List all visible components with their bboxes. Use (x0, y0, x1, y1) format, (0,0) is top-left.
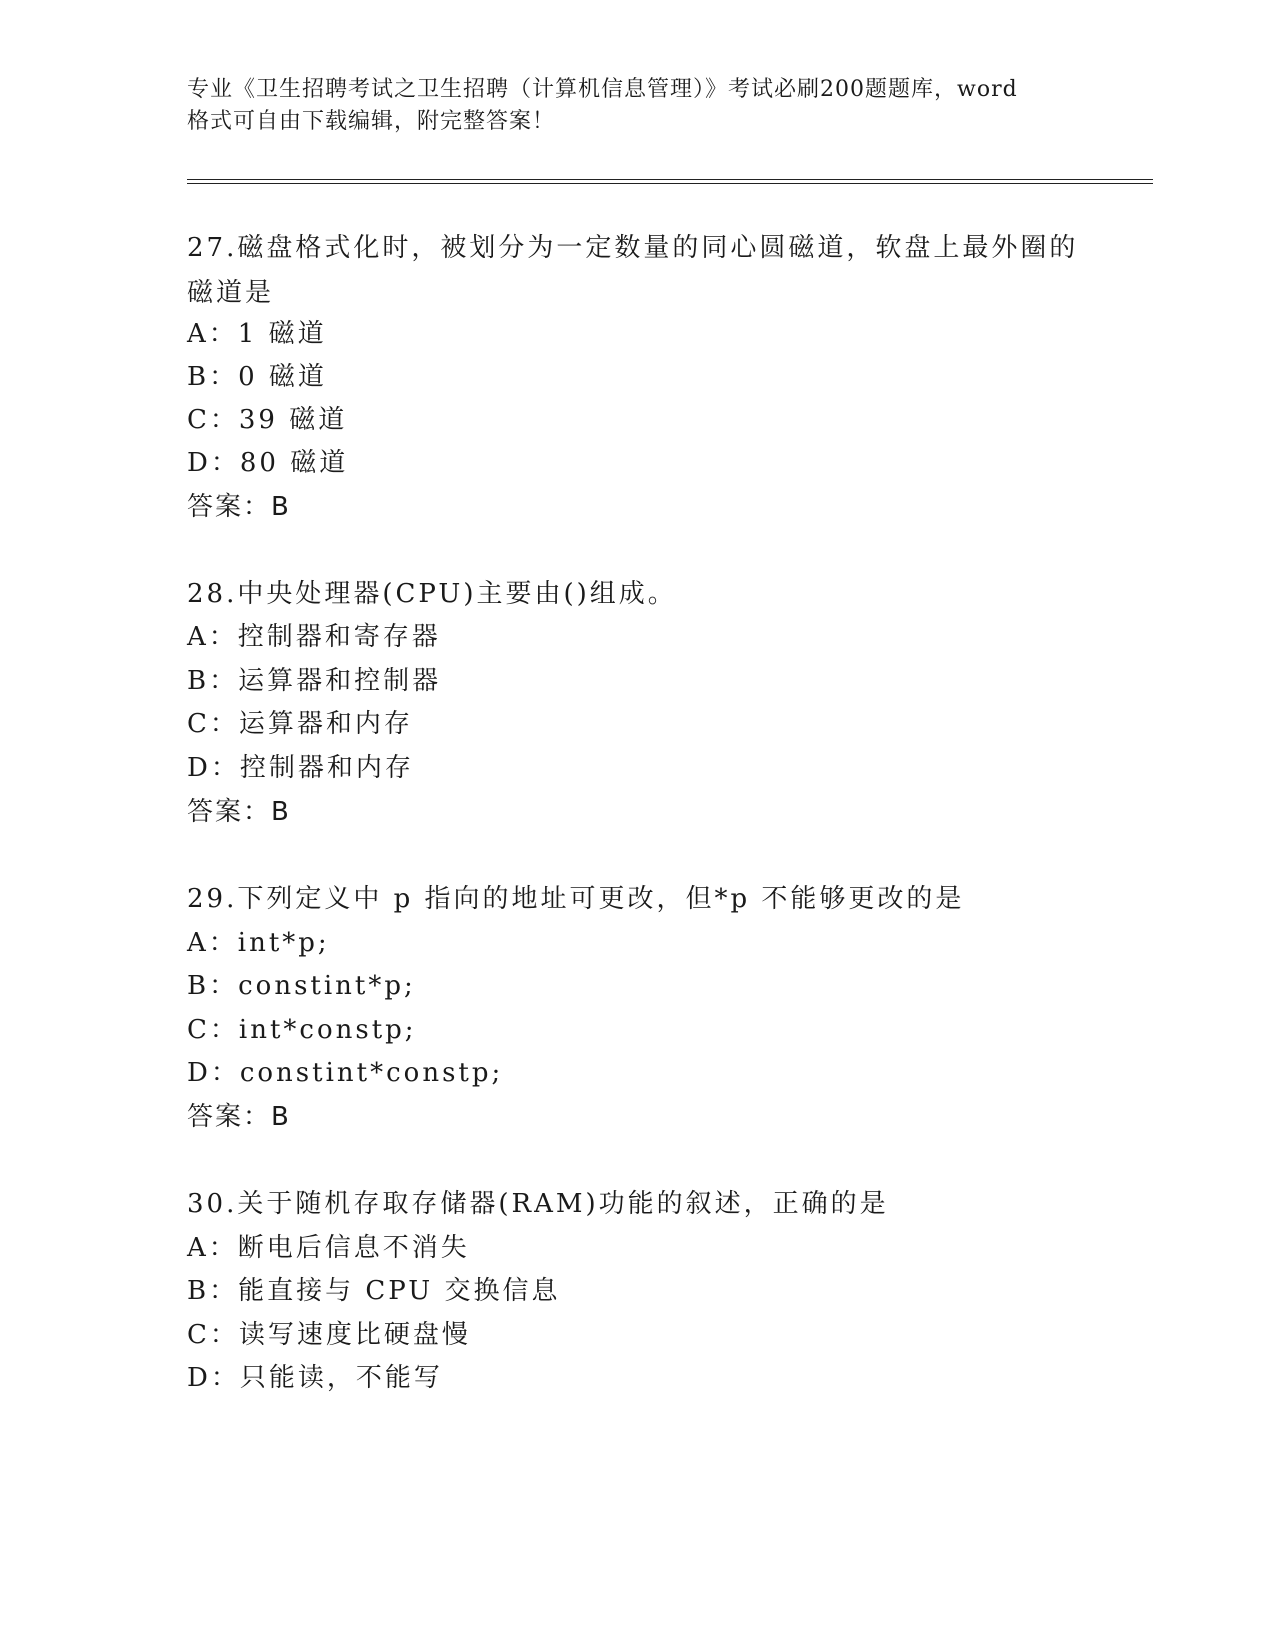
question-27-answer: 答案：B (187, 492, 291, 522)
question-27-option-c: C：39 磁道 (187, 405, 348, 435)
question-28-option-c: C：运算器和内存 (187, 709, 413, 739)
question-28-stem: 28.中央处理器(CPU)主要由()组成。 (187, 579, 677, 609)
header-line-1: 专业《卫生招聘考试之卫生招聘（计算机信息管理）》考试必刷200题题库，word (187, 77, 1018, 102)
question-29-option-b: B：constint*p; (187, 971, 416, 1001)
header-line-2: 格式可自由下载编辑，附完整答案！ (187, 109, 556, 134)
document-header (187, 74, 1087, 138)
question-27-option-a: A：1 磁道 (187, 319, 327, 349)
question-30-option-c: C：读写速度比硬盘慢 (187, 1320, 471, 1350)
question-27-option-b: B：0 磁道 (187, 362, 327, 392)
question-29-option-a: A：int*p; (187, 928, 330, 958)
question-stem-line: 磁道是 (187, 278, 275, 308)
question-30-option-a: A：断电后信息不消失 (187, 1233, 470, 1263)
question-28-option-a: A：控制器和寄存器 (187, 622, 441, 652)
header-divider-bottom (187, 183, 1153, 184)
question-27-stem (187, 226, 1087, 316)
question-30-option-d: D：只能读，不能写 (187, 1363, 443, 1393)
question-29-option-d: D：constint*constp; (187, 1058, 504, 1088)
header-divider-top (187, 179, 1153, 180)
question-29-stem: 29.下列定义中 p 指向的地址可更改，但*p 不能够更改的是 (187, 884, 965, 914)
question-30-stem: 30.关于随机存取存储器(RAM)功能的叙述，正确的是 (187, 1189, 889, 1219)
question-stem-line: 27.磁盘格式化时，被划分为一定数量的同心圆磁道，软盘上最外圈的 (187, 233, 1079, 263)
question-29-option-c: C：int*constp; (187, 1015, 417, 1045)
question-28-option-d: D：控制器和内存 (187, 753, 414, 783)
question-28-answer: 答案：B (187, 797, 291, 827)
question-27-option-d: D：80 磁道 (187, 448, 349, 478)
question-28-option-b: B：运算器和控制器 (187, 666, 442, 696)
question-30-option-b: B：能直接与 CPU 交换信息 (187, 1276, 561, 1306)
question-29-answer: 答案：B (187, 1102, 291, 1132)
